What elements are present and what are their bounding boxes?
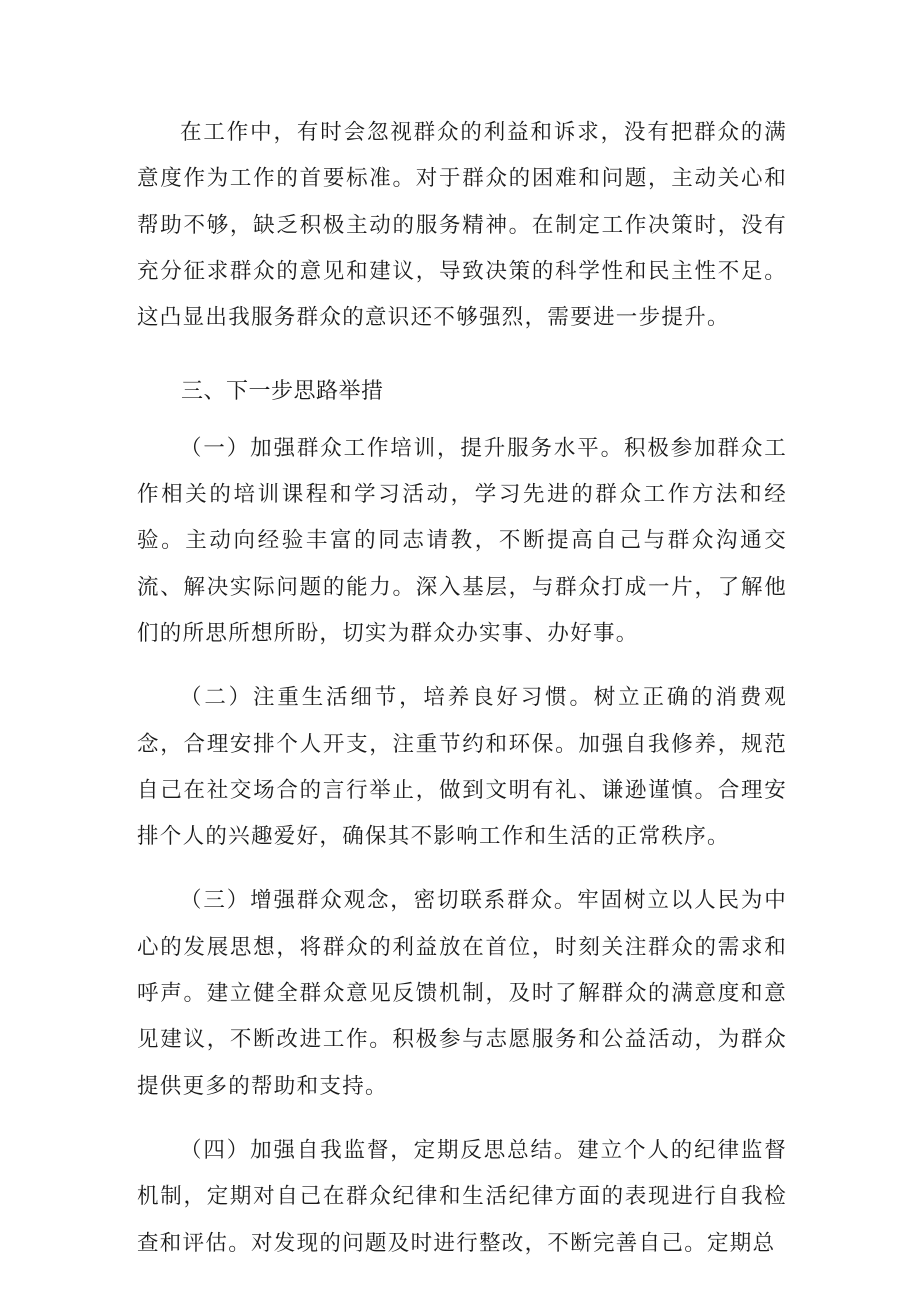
document-body xyxy=(137,110,787,1267)
measure-paragraph-4: （四）加强自我监督，定期反思总结。建立个人的纪律监督机制，定期对自己在群众纪律和生活纪律方面的表现进行自我检查和评估。对发现的问题及时进行整改，不断完善自己。定期总 xyxy=(137,1137,787,1256)
paragraph-service-awareness: 在工作中，有时会忽视群众的利益和诉求，没有把群众的满意度作为工作的首要标准。对于群众的困难和问题，主动关心和帮助不够，缺乏积极主动的服务精神。在制定工作决策时，没有充分征求群众的意见和建议，导致决策的科学性和民主性不足。这凸显出我服务群众的意识还不够强烈，需要进一步提升。 xyxy=(137,120,787,331)
measure-paragraph-2: （二）注重生活细节，培养良好习惯。树立正确的消费观念，合理安排个人开支，注重节约和环保。加强自我修养，规范自己在社交场合的言行举止，做到文明有礼、谦逊谨慎。合理安排个人的兴趣爱好，确保其不影响工作和生活的正常秩序。 xyxy=(137,685,787,850)
section-heading-next-steps: 三、下一步思路举措 xyxy=(181,379,384,405)
measure-paragraph-1: （一）加强群众工作培训，提升服务水平。积极参加群众工作相关的培训课程和学习活动，学习先进的群众工作方法和经验。主动向经验丰富的同志请教，不断提高自己与群众沟通交流、解决实际问题的能力。深入基层，与群众打成一片，了解他们的所思所想所盼，切实为群众办实事、办好事。 xyxy=(137,435,787,646)
measure-paragraph-3: （三）增强群众观念，密切联系群众。牢固树立以人民为中心的发展思想，将群众的利益放在首位，时刻关注群众的需求和呼声。建立健全群众意见反馈机制，及时了解群众的满意度和意见建议，不断改进工作。积极参与志愿服务和公益活动，为群众提供更多的帮助和支持。 xyxy=(137,888,787,1099)
